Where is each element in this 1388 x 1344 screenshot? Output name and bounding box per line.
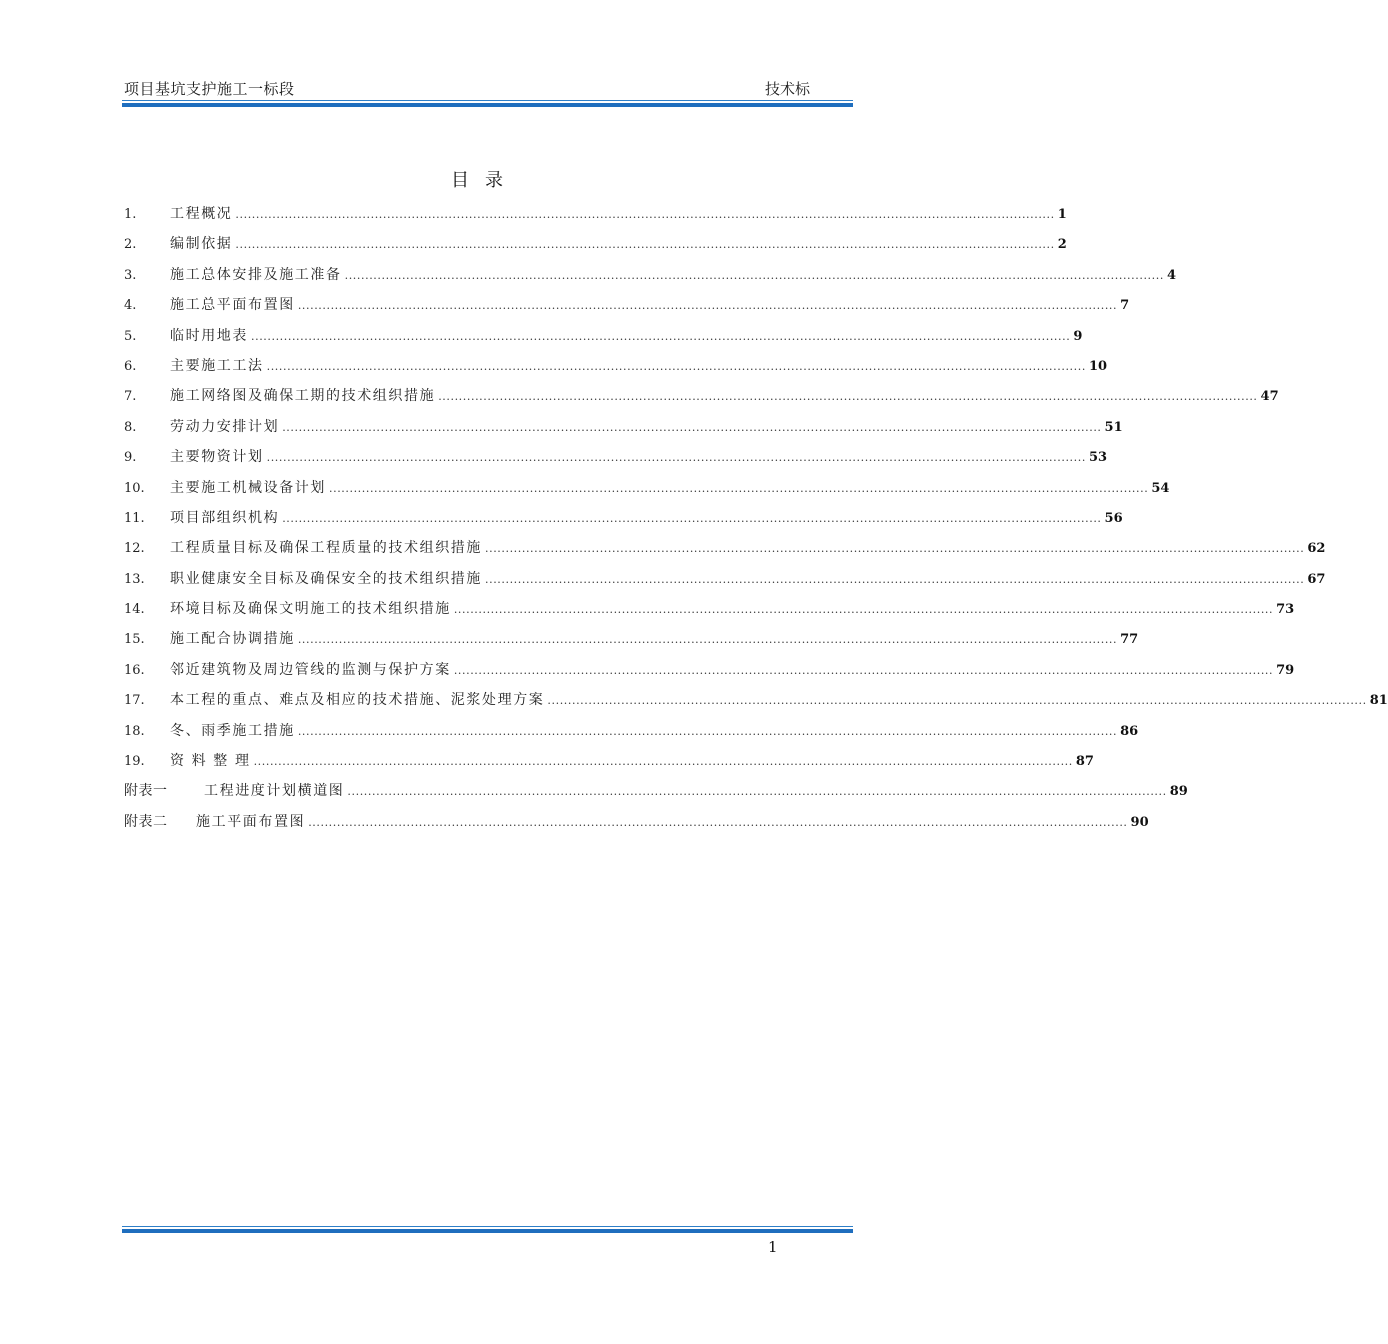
toc-leader-dots: ........................................................................................................................................................................................................: [308, 815, 1128, 829]
toc-entry-number: 5.: [124, 328, 137, 344]
page-number: 1: [768, 1238, 778, 1256]
toc-leader-dots: ........................................................................................................................................................................................................: [438, 390, 1258, 404]
toc-entry-number: 16.: [124, 662, 145, 678]
toc-entry-page: 53: [1088, 450, 1108, 466]
toc-leader-dots: ........................................................................................................................................................................................................: [485, 542, 1305, 556]
toc-leader-dots: ........................................................................................................................................................................................................: [453, 603, 1274, 617]
toc-entry-label: 资 料 整 理: [170, 753, 251, 770]
toc-entry-label: 工程概况: [170, 206, 233, 222]
toc-entry-page: 47: [1260, 389, 1279, 405]
toc-entry[interactable]: [124, 629, 1139, 659]
toc-entry[interactable]: [124, 326, 1083, 356]
toc-entry-page: 87: [1075, 754, 1094, 770]
toc-entry-number: 11.: [124, 510, 145, 526]
toc-entry-label: 施工总平面布置图: [170, 297, 295, 314]
page-header: [124, 78, 852, 100]
toc-entry[interactable]: [124, 265, 1176, 295]
toc-entry-page: 79: [1276, 662, 1295, 678]
toc-leader-dots: ........................................................................................................................................................................................................: [297, 724, 1118, 738]
toc-entry-label: 施工总体安排及施工准备: [170, 266, 342, 283]
toc-entry[interactable]: [124, 751, 1094, 781]
toc-entry-label: 职业健康安全目标及确保安全的技术组织措施: [170, 570, 482, 587]
toc-entry-number: 4.: [124, 298, 137, 314]
toc-entry[interactable]: [124, 295, 1130, 325]
toc-entry-page: 10: [1088, 358, 1108, 374]
toc-appendix-label: 工程进度计划横道图: [204, 783, 345, 800]
toc-leader-dots: ........................................................................................................................................................................................................: [485, 572, 1305, 586]
toc-leader-dots: ........................................................................................................................................................................................................: [282, 511, 1102, 525]
toc-entry-page: 2: [1057, 237, 1067, 253]
toc-entry-label: 主要物资计划: [170, 449, 264, 466]
toc-entry[interactable]: [124, 417, 1123, 447]
header-rule: [122, 100, 853, 107]
toc-title: 目录: [451, 170, 519, 191]
toc-entry[interactable]: [124, 447, 1108, 477]
toc-entry-number: 8.: [124, 419, 137, 435]
toc-entry-number: 3.: [124, 267, 137, 283]
toc-entry-number: 6.: [124, 358, 137, 374]
header-doc-type: 技术标: [764, 80, 810, 98]
toc-leader-dots: ........................................................................................................................................................................................................: [453, 663, 1274, 677]
toc-entry-label: 施工配合协调措施: [170, 631, 295, 648]
toc-entry-label: 项目部组织机构: [170, 509, 280, 526]
toc-entry-label: 邻近建筑物及周边管线的监测与保护方案: [170, 661, 451, 678]
toc-leader-dots: ........................................................................................................................................................................................................: [266, 359, 1086, 373]
toc-leader-dots: ........................................................................................................................................................................................................: [297, 633, 1118, 647]
toc-entry-number: 9.: [124, 450, 137, 466]
toc-leader-dots: ........................................................................................................................................................................................................: [347, 785, 1167, 799]
toc-leader-dots: ........................................................................................................................................................................................................: [253, 755, 1073, 769]
toc-entry-number: 13.: [124, 571, 145, 587]
toc-entry-label: 劳动力安排计划: [170, 418, 280, 435]
table-of-contents: [124, 204, 1388, 842]
toc-entry-number: 7.: [124, 389, 137, 405]
toc-entry-label: 临时用地表: [170, 327, 248, 344]
toc-entry-page: 7: [1120, 298, 1130, 314]
toc-appendix-page: 90: [1130, 814, 1149, 830]
toc-entry-number: 12.: [124, 541, 145, 557]
toc-entry-label: 施工网络图及确保工期的技术组织措施: [170, 388, 436, 405]
toc-entry-page: 73: [1276, 602, 1295, 618]
toc-entry-number: 2.: [124, 237, 137, 253]
toc-entry-page: 9: [1073, 328, 1083, 344]
header-project-title: 项目基坑支护施工一标段: [124, 80, 295, 98]
toc-leader-dots: ........................................................................................................................................................................................................: [344, 268, 1164, 282]
toc-appendix-number: 附表二: [124, 813, 168, 830]
toc-entry-number: 19.: [124, 754, 145, 770]
toc-entry-label: 工程质量目标及确保工程质量的技术组织措施: [170, 540, 482, 557]
toc-entry-page: 62: [1307, 541, 1326, 557]
toc-entry-page: 77: [1120, 632, 1139, 648]
toc-leader-dots: ........................................................................................................................................................................................................: [266, 451, 1086, 465]
toc-entry[interactable]: [124, 569, 1326, 599]
toc-appendix-number: 附表一: [124, 783, 168, 800]
toc-entry[interactable]: [124, 356, 1108, 386]
toc-entry-page: 86: [1120, 723, 1139, 739]
toc-entry[interactable]: [124, 204, 1067, 234]
toc-appendix-page: 89: [1169, 784, 1188, 800]
toc-entry-label: 冬、雨季施工措施: [170, 722, 295, 739]
toc-entry-label: 编制依据: [170, 236, 233, 253]
toc-entry[interactable]: [124, 660, 1295, 690]
toc-entry-page: 4: [1166, 267, 1176, 283]
toc-leader-dots: ........................................................................................................................................................................................................: [235, 208, 1055, 221]
toc-entry-number: 14.: [124, 602, 145, 618]
toc-leader-dots: ........................................................................................................................................................................................................: [297, 299, 1118, 313]
toc-leader-dots: ........................................................................................................................................................................................................: [282, 420, 1102, 434]
toc-leader-dots: ........................................................................................................................................................................................................: [251, 329, 1071, 343]
toc-entry-label: 环境目标及确保文明施工的技术组织措施: [170, 601, 451, 618]
toc-appendix-entry[interactable]: [124, 781, 1188, 811]
toc-appendix-entry[interactable]: [124, 812, 1149, 842]
toc-entry[interactable]: [124, 721, 1139, 751]
toc-entry-label: 主要施工机械设备计划: [170, 479, 326, 496]
toc-entry-label: 主要施工工法: [170, 357, 264, 374]
toc-entry-page: 51: [1104, 419, 1123, 435]
toc-entry-page: 54: [1151, 480, 1170, 496]
toc-entry-number: 18.: [124, 723, 145, 739]
toc-entry-page: 67: [1307, 571, 1326, 587]
toc-entry-page: 81: [1369, 693, 1388, 709]
toc-leader-dots: ........................................................................................................................................................................................................: [329, 481, 1149, 495]
toc-entry[interactable]: [124, 386, 1279, 416]
toc-entry[interactable]: [124, 599, 1295, 629]
toc-entry-number: 10.: [124, 480, 145, 496]
toc-entry[interactable]: [124, 538, 1326, 568]
toc-entry[interactable]: [124, 690, 1388, 720]
toc-entry-number: 1.: [124, 207, 137, 222]
toc-entry-page: 56: [1104, 510, 1123, 526]
toc-appendix-label: 施工平面布置图: [196, 813, 306, 830]
toc-entry[interactable]: [124, 234, 1067, 264]
toc-entry-number: 15.: [124, 632, 145, 648]
toc-entry[interactable]: [124, 478, 1170, 508]
toc-leader-dots: ........................................................................................................................................................................................................: [547, 694, 1367, 708]
toc-entry-label: 本工程的重点、难点及相应的技术措施、泥浆处理方案: [170, 692, 545, 709]
toc-entry-number: 17.: [124, 693, 145, 709]
toc-entry-page: 1: [1057, 207, 1067, 222]
footer-rule: [122, 1226, 853, 1233]
toc-leader-dots: ........................................................................................................................................................................................................: [235, 238, 1055, 252]
toc-entry[interactable]: [124, 508, 1123, 538]
